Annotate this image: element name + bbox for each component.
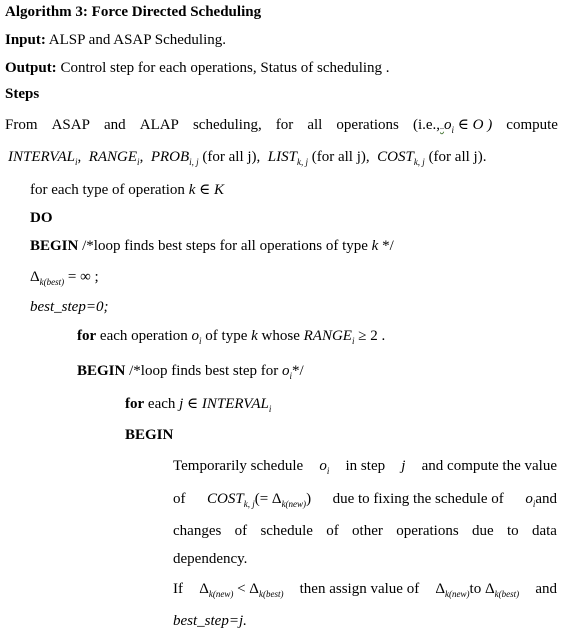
body-line-5: If $\Delta_{k(new)} < \Delta_{k(best)}$ then assign value of $\Delta_{k(new)}to$ $\Delta_{k(best)}$ and (173, 581, 557, 599)
do-keyword: DO (30, 210, 53, 226)
input-text: ALSP and ASAP Scheduling. (45, 32, 227, 48)
body-line-2: of $COST_{k, j}(= \Delta_{k(new)})$ due to fixing the schedule of $o_iand$ (173, 491, 557, 509)
intro-word: scheduling, (192, 117, 262, 133)
intro-word: ALAP (139, 117, 179, 133)
steps-heading: Steps (5, 86, 40, 102)
range-var: RANGE (88, 149, 138, 165)
output-text: Control step for each operations, Status of scheduling . (56, 60, 390, 76)
begin-keyword: BEGIN (77, 363, 126, 379)
intro-word: all (307, 117, 323, 133)
body-line-6: best_step=j. (173, 613, 247, 629)
intro-word: From (5, 117, 38, 133)
cost-var: COST (377, 149, 414, 165)
begin-keyword: BEGIN (125, 427, 174, 443)
ie-expression: ($i.e.,..o_i$ ∈ O ) (412, 117, 493, 135)
intro-word: ASAP (51, 117, 90, 133)
begin-loop1-line: BEGIN /*loop finds best steps for all operations of type k */ (30, 238, 394, 254)
comment: /*loop finds best steps for all operations of type (78, 238, 372, 254)
output-label: Output: (5, 60, 57, 76)
output-line (5, 59, 390, 77)
for-each-j-line: for each j ∈ $INTERVAL_i$ (125, 396, 272, 414)
body-line-4: dependency. (173, 551, 248, 567)
intro-word: compute (506, 117, 558, 133)
intro-word: operations (336, 117, 399, 133)
list-var: LIST (267, 149, 297, 165)
delta-init-line: $\Delta_{k(best)}$ = ∞ ; (30, 269, 99, 287)
body-line-3: changes of schedule of other operations due to data (173, 523, 557, 539)
for-type-line: for each type of operation k ∈ K (30, 182, 224, 198)
algorithm-title: Algorithm 3: Force Directed Scheduling (5, 4, 262, 20)
input-label: Input: (5, 32, 46, 48)
prob-var: PROB (150, 149, 190, 165)
k-in-K: k ∈ K (188, 182, 224, 198)
intro-word: for (275, 117, 294, 133)
spell-check-mark: .. (440, 122, 445, 131)
input-line (5, 31, 226, 49)
begin-keyword: BEGIN (30, 238, 79, 254)
begin-loop2-line: BEGIN /*loop finds best step for $o_i*/$ (77, 363, 304, 381)
interval-var: INTERVAL (8, 149, 75, 165)
intro-word: and (104, 117, 126, 133)
for-operation-line: for each operation $o_i$ of type k whose $RANGE_i \ge 2$ . (77, 328, 386, 346)
best-step-init: best_step=0; (30, 299, 109, 315)
intro-line-1 (5, 116, 558, 139)
intro-line-2: $INTERVAL_i$, $RANGE_i$, $PROB_{i, j}$ (for all j), $LIST_{k, j}$ (for all j), $COST_{k, j}$ (for all j). (8, 149, 487, 167)
body-line-1: Temporarily schedule $o_i$ in step j and compute the value (173, 458, 557, 476)
